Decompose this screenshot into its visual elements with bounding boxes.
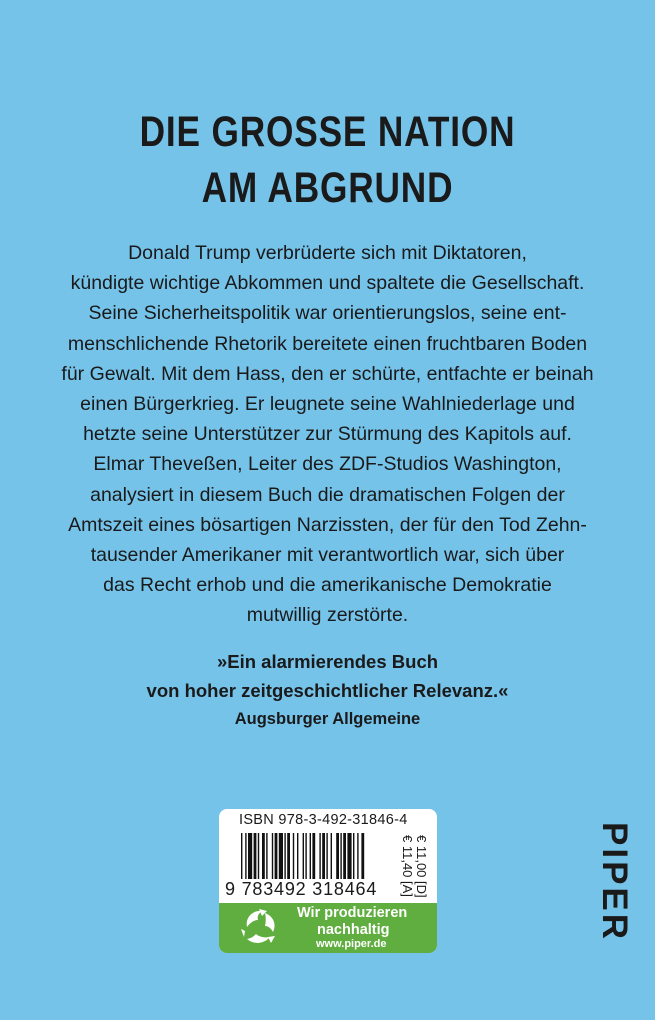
price-austria: € 11,40 [A] bbox=[400, 835, 415, 897]
quote-line-2: von hoher zeitgeschichtlicher Relevanz.« bbox=[146, 680, 509, 701]
barcode-bar bbox=[275, 833, 278, 879]
barcode-bar bbox=[248, 833, 252, 879]
barcode-bars bbox=[239, 833, 404, 879]
isbn-number: ISBN 978-3-492-31846-4 bbox=[239, 812, 408, 828]
sustainability-badge bbox=[219, 903, 437, 953]
barcode-bar bbox=[347, 833, 351, 879]
blurb-line: das Recht erhob und die amerikanische Demokratie bbox=[103, 574, 552, 597]
headline-line-1: DIE GROSSE NATION bbox=[139, 108, 516, 156]
barcode-bar bbox=[353, 833, 354, 879]
barcode-bar bbox=[303, 833, 304, 879]
barcode-bar bbox=[326, 833, 327, 879]
barcode-bar bbox=[272, 833, 273, 879]
barcode-bar bbox=[305, 833, 306, 879]
barcode-bar bbox=[361, 833, 364, 879]
recycle-leaf-icon bbox=[237, 907, 281, 949]
eco-url: www.piper.de bbox=[316, 938, 387, 950]
quote-source: Augsburger Allgemeine bbox=[234, 710, 421, 728]
blurb-line: kündigte wichtige Abkommen und spaltete die Gesellschaft. bbox=[70, 272, 585, 295]
barcode-bar bbox=[357, 833, 358, 879]
blurb-line: für Gewalt. Mit dem Hass, den er schürte, entfachte er beinah bbox=[61, 362, 594, 385]
barcode-bar bbox=[310, 833, 311, 879]
barcode-bar bbox=[241, 833, 242, 879]
publisher-logo-text: PIPER bbox=[595, 822, 634, 943]
barcode-bar bbox=[297, 833, 298, 879]
press-quote bbox=[60, 647, 595, 733]
blurb-line: Elmar Theveßen, Leiter des ZDF-Studios Washington, bbox=[93, 453, 562, 476]
barcode-bar bbox=[336, 833, 339, 879]
barcode-bar bbox=[293, 833, 294, 879]
eco-text-line-2: nachhaltig bbox=[317, 922, 390, 938]
blurb-line: analysiert in diesem Buch die dramatischen Folgen der bbox=[90, 483, 565, 506]
blurb-line: hetzte seine Unterstützer zur Stürmung des Kapitols auf. bbox=[83, 423, 572, 446]
headline-line-2: AM ABGRUND bbox=[201, 164, 454, 212]
blurb-line: Seine Sicherheitspolitik war orientierungslos, seine ent- bbox=[88, 302, 567, 325]
barcode-bar bbox=[322, 833, 325, 879]
barcode-bar bbox=[266, 833, 267, 879]
blurb-line: menschlichende Rhetorik bereitete einen fruchtbaren Boden bbox=[67, 332, 588, 355]
blurb-line: mutwillig zerstörte. bbox=[246, 604, 409, 627]
barcode-digits: 9 783492 318464 bbox=[225, 879, 378, 899]
barcode-bar bbox=[262, 833, 265, 879]
blurb-line: tausender Amerikaner mit verantwortlich war, sich über bbox=[90, 544, 565, 567]
barcode-bar bbox=[258, 833, 259, 879]
barcode-bar bbox=[343, 833, 346, 879]
blurb-line: Donald Trump verbrüderte sich mit Diktatoren, bbox=[128, 242, 527, 264]
blurb-line: Amtszeit eines bösartigen Narzissten, der für den Tod Zehn- bbox=[68, 513, 587, 536]
barcode-bar bbox=[279, 833, 283, 879]
barcode-bar bbox=[340, 833, 341, 879]
quote-line-1: »Ein alarmierendes Buch bbox=[216, 651, 439, 672]
blurb-line: einen Bürgerkrieg. Er leugnete seine Wahlniederlage und bbox=[80, 393, 575, 416]
headline bbox=[59, 104, 596, 216]
barcode-bar bbox=[284, 833, 285, 879]
barcode-bar bbox=[254, 833, 257, 879]
publisher-logo bbox=[595, 822, 638, 952]
eco-text-line-1: Wir produzieren bbox=[297, 905, 408, 921]
blurb-text bbox=[60, 238, 595, 631]
barcode-bar bbox=[319, 833, 320, 879]
barcode-label bbox=[219, 809, 437, 953]
barcode-bar bbox=[245, 833, 246, 879]
barcode-bar bbox=[287, 833, 290, 879]
barcode-bar bbox=[331, 833, 332, 879]
price-germany: € 11,00 [D] bbox=[414, 835, 429, 898]
barcode-bar bbox=[312, 833, 315, 879]
